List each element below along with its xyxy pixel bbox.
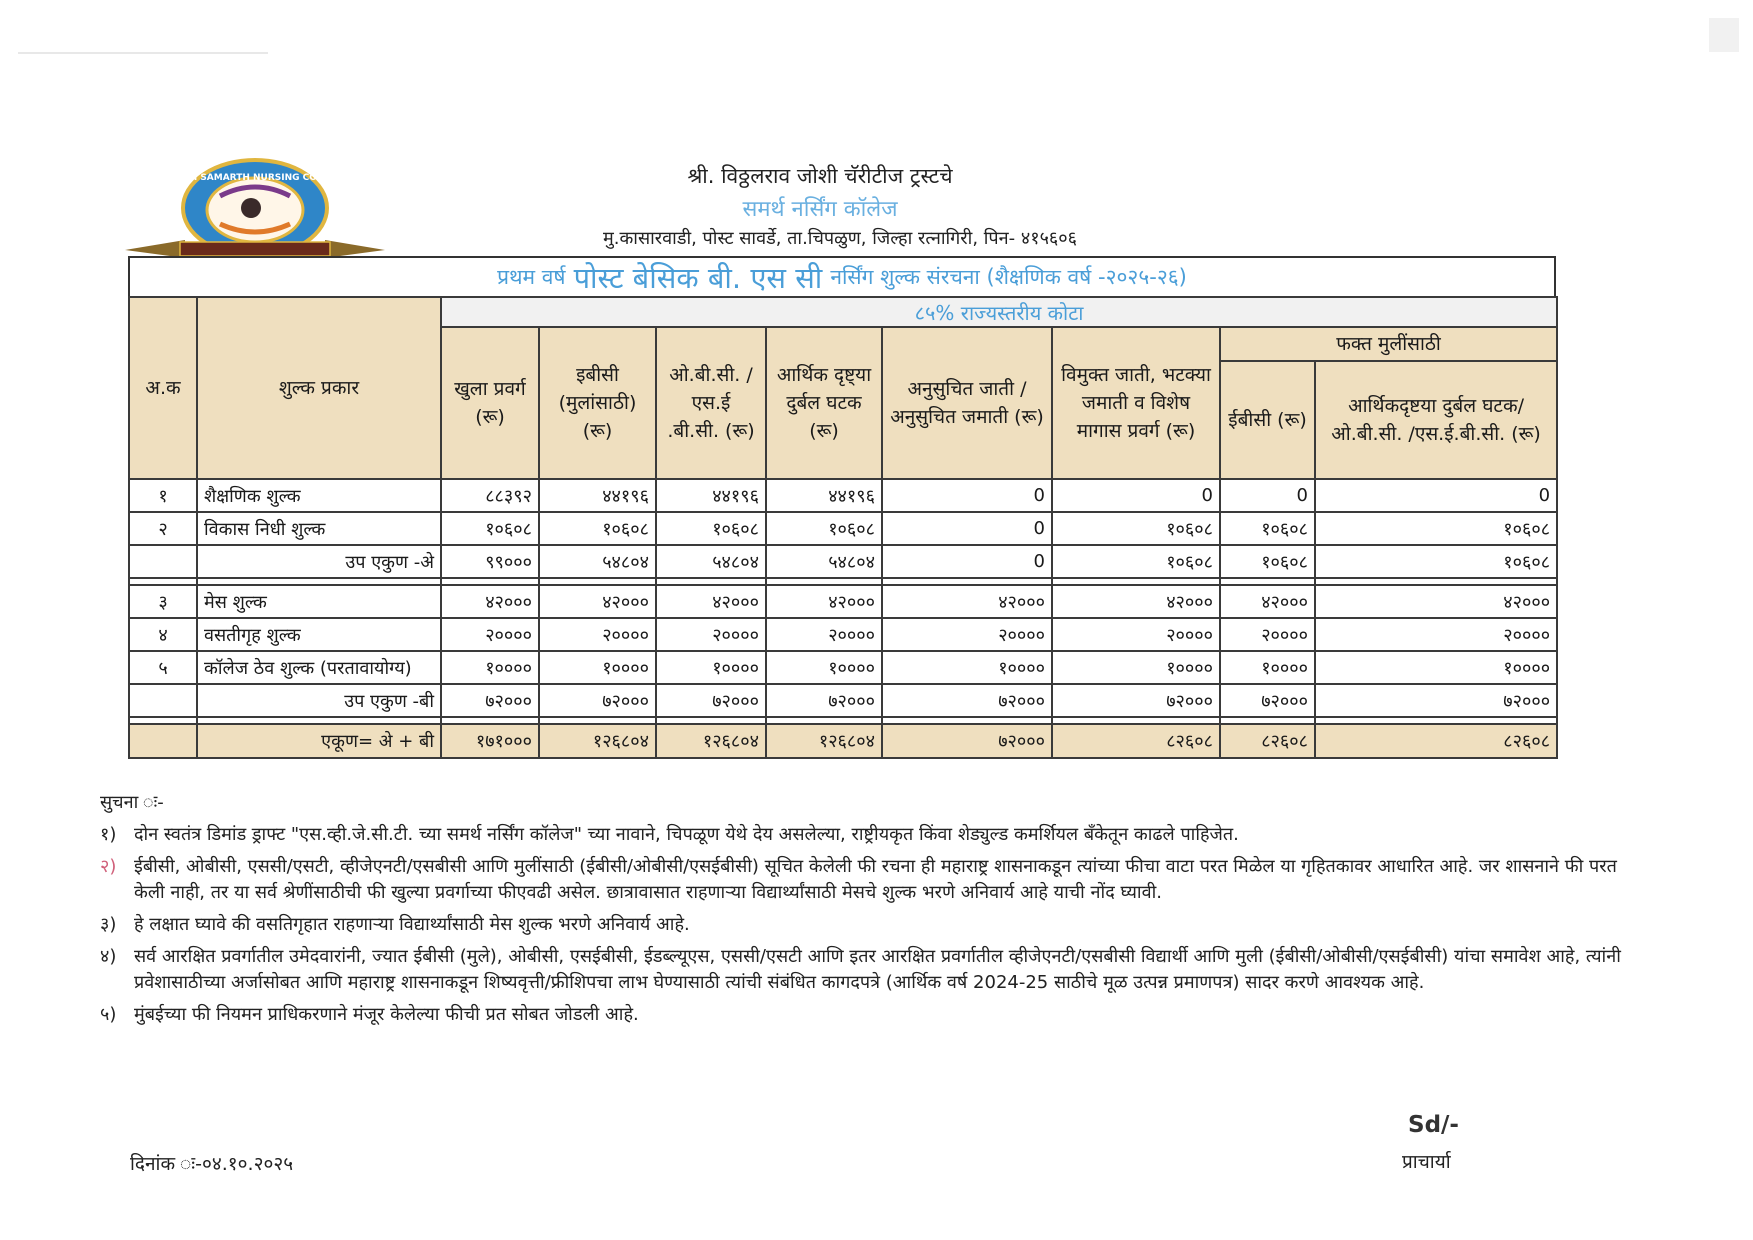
note-item <box>100 822 1630 848</box>
fee-amount-cell: १०६०८ <box>1315 545 1557 578</box>
separator-cell <box>766 717 882 724</box>
signature-mark: Sd/- <box>1408 1112 1459 1138</box>
note-item <box>100 944 1630 996</box>
subtotal-a-row <box>129 545 1557 578</box>
fee-amount-cell: ९९००० <box>441 545 539 578</box>
separator-cell <box>656 578 766 585</box>
fee-amount-cell: ४२००० <box>656 585 766 618</box>
fee-amount-cell: ५४८०४ <box>766 545 882 578</box>
fee-type-name: विकास निधी शुल्क <box>197 512 441 545</box>
separator-cell <box>1052 717 1220 724</box>
fee-amount-cell: २०००० <box>441 618 539 651</box>
fee-amount-cell: १०००० <box>1315 651 1557 684</box>
header-sc-st: अनुसुचित जाती / अनुसुचित जमाती (रू) <box>882 327 1052 479</box>
separator-cell <box>197 717 441 724</box>
fee-amount-cell: ४२००० <box>1220 585 1315 618</box>
college-address: मु.कासारवाडी, पोस्ट सावर्डे, ता.चिपळुण, जिल्हा रत्नागिरी, पिन- ४१५६०६ <box>602 228 1078 249</box>
separator-cell <box>539 578 656 585</box>
subtotal-label: उप एकुण -अे <box>197 545 441 578</box>
fee-amount-cell: ४२००० <box>882 585 1052 618</box>
empty-serial-cell <box>129 545 197 578</box>
fee-amount-cell: १०६०८ <box>441 512 539 545</box>
subtotal-b-row <box>129 684 1557 717</box>
separator-cell <box>656 717 766 724</box>
total-label: एकूण= अे + बी <box>197 724 441 758</box>
fee-amount-cell: ५४८०४ <box>656 545 766 578</box>
fee-amount-cell: 0 <box>1315 479 1557 512</box>
college-logo <box>125 158 385 268</box>
notes-heading: सुचना ः- <box>100 792 164 813</box>
fee-structure-table <box>128 296 1558 759</box>
fee-amount-cell: ८२६०८ <box>1315 724 1557 758</box>
fee-amount-cell: ४२००० <box>766 585 882 618</box>
separator-cell <box>129 717 197 724</box>
fee-amount-cell: ५४८०४ <box>539 545 656 578</box>
fee-amount-cell: १०००० <box>1052 651 1220 684</box>
serial-number: ५ <box>129 651 197 684</box>
fee-type-name: वसतीगृह शुल्क <box>197 618 441 651</box>
fee-amount-cell: १०६०८ <box>1220 512 1315 545</box>
header-obc-sebc: ओ.बी.सी. / एस.ई .बी.सी. (रू) <box>656 327 766 479</box>
scan-corner-mark <box>1709 18 1739 52</box>
note-item <box>100 854 1630 906</box>
separator-cell <box>1220 717 1315 724</box>
fee-amount-cell: १०००० <box>441 651 539 684</box>
header-ews: आर्थिक दृष्ट्या दुर्बल घटक (रू) <box>766 327 882 479</box>
notes-section <box>100 790 1630 1034</box>
note-item <box>100 1002 1630 1028</box>
serial-number: १ <box>129 479 197 512</box>
title-suffix: नर्सिंग शुल्क संरचना (शैक्षणिक वर्ष -२०२५-२६) <box>830 265 1187 289</box>
table-row <box>129 479 1557 512</box>
fee-amount-cell: १०६०८ <box>1220 545 1315 578</box>
fee-amount-cell: ४२००० <box>441 585 539 618</box>
separator-cell <box>441 717 539 724</box>
table-row <box>129 618 1557 651</box>
fee-amount-cell: ८२६०८ <box>1052 724 1220 758</box>
table-row <box>129 651 1557 684</box>
title-prefix: प्रथम वर्ष <box>497 265 566 289</box>
fee-amount-cell: ८८३९२ <box>441 479 539 512</box>
fee-amount-cell: २०००० <box>1220 618 1315 651</box>
signatory-designation: प्राचार्या <box>1402 1151 1451 1173</box>
fee-amount-cell: ७२००० <box>1315 684 1557 717</box>
fee-amount-cell: २०००० <box>766 618 882 651</box>
fee-amount-cell: ४४१९६ <box>766 479 882 512</box>
note-text: मुंबईच्या फी नियमन प्राधिकरणाने मंजूर केलेल्या फीची प्रत सोबत जोडली आहे. <box>134 1004 639 1025</box>
fee-amount-cell: १२६८०४ <box>539 724 656 758</box>
serial-number: ४ <box>129 618 197 651</box>
separator-cell <box>766 578 882 585</box>
section-separator <box>129 578 1557 585</box>
separator-cell <box>1315 578 1557 585</box>
serial-number: ३ <box>129 585 197 618</box>
fee-amount-cell: १०६०८ <box>656 512 766 545</box>
logo-text: SWAMI SAMARTH NURSING COLLEGE <box>161 173 349 183</box>
separator-cell <box>1052 578 1220 585</box>
header-sr-no: अ.क <box>129 297 197 479</box>
logo-figure-icon <box>241 198 261 218</box>
fee-type-name: कॉलेज ठेव शुल्क (परतावायोग्य) <box>197 651 441 684</box>
fee-amount-cell: २०००० <box>656 618 766 651</box>
fee-amount-cell: १०६०८ <box>1052 545 1220 578</box>
note-text: सर्व आरक्षित प्रवर्गातील उमेदवारांनी, ज्यात ईबीसी (मुले), ओबीसी, एसईबीसी, ईडब्ल्यूएस, एससी/एसटी आणि इतर आरक्षित प्रवर्गातील व्हीजेएनटी/एसबीसी विद्यार्थी आणि मुली (ईबीसी/ओबीसी/एसईबीसी) यांचा समावेश आहे, त्यांनी प्रवेशासाठीच्या अर्जासोबत आणि महाराष्ट्र शासनाकडून शिष्यवृत्ती/फ्रीशिपचा लाभ घेण्यासाठी त्यांची संबंधित कागदपत्रे (आर्थिक वर्ष 2024-25 साठीचे मूळ उत्पन्न प्रमाणपत्र) सादर करणे आवश्यक आहे. <box>134 946 1621 993</box>
header-girls-ews-obc-sebc: आर्थिकदृष्टया दुर्बल घटक/ओ.बी.सी. /एस.ई.बी.सी. (रू) <box>1315 361 1557 479</box>
fee-amount-cell: ७२००० <box>1052 684 1220 717</box>
table-title <box>128 256 1556 296</box>
fee-amount-cell: १०६०८ <box>766 512 882 545</box>
grand-total-row <box>129 724 1557 758</box>
fee-amount-cell: 0 <box>882 545 1052 578</box>
fee-amount-cell: २०००० <box>1052 618 1220 651</box>
fee-amount-cell: ७२००० <box>539 684 656 717</box>
note-item <box>100 912 1630 938</box>
notes-list <box>100 822 1630 1028</box>
fee-type-name: मेस शुल्क <box>197 585 441 618</box>
note-text: हे लक्षात घ्यावे की वसतिगृहात राहणाऱ्या विद्यार्थ्यांसाठी मेस शुल्क भरणे अनिवार्य आहे. <box>134 914 690 935</box>
note-number: ४) <box>100 946 117 967</box>
separator-cell <box>882 578 1052 585</box>
fee-amount-cell: ७२००० <box>882 724 1052 758</box>
fee-amount-cell: ७२००० <box>882 684 1052 717</box>
fee-amount-cell: 0 <box>1220 479 1315 512</box>
separator-cell <box>882 717 1052 724</box>
fee-amount-cell: ७२००० <box>766 684 882 717</box>
section-separator <box>129 717 1557 724</box>
fee-amount-cell: ७२००० <box>1220 684 1315 717</box>
trust-name: श्री. विठ्ठलराव जोशी चॅरीटीज ट्रस्टचे <box>687 164 953 188</box>
header-state-quota: ८५% राज्यस्तरीय कोटा <box>441 297 1557 327</box>
fee-amount-cell: १०००० <box>766 651 882 684</box>
fee-amount-cell: १२६८०४ <box>766 724 882 758</box>
scan-edge-mark <box>18 52 268 54</box>
fee-amount-cell: २०००० <box>882 618 1052 651</box>
empty-serial-cell <box>129 724 197 758</box>
document-date: दिनांक ः-०४.१०.२०२५ <box>130 1153 294 1175</box>
fee-amount-cell: १०००० <box>656 651 766 684</box>
note-number: १) <box>100 824 117 845</box>
title-course: पोस्ट बेसिक बी. एस सी <box>573 260 823 295</box>
header-open-category: खुला प्रवर्ग (रू) <box>441 327 539 479</box>
fee-amount-cell: ८२६०८ <box>1220 724 1315 758</box>
fee-type-name: शैक्षणिक शुल्क <box>197 479 441 512</box>
fee-amount-cell: १०६०८ <box>1315 512 1557 545</box>
fee-amount-cell: ४४१९६ <box>656 479 766 512</box>
note-number: ५) <box>100 1004 117 1025</box>
separator-cell <box>129 578 197 585</box>
header-vjnt-sbc: विमुक्त जाती, भटक्या जमाती व विशेष मागास प्रवर्ग (रू) <box>1052 327 1220 479</box>
table-body <box>129 479 1557 758</box>
header-fee-type: शुल्क प्रकार <box>197 297 441 479</box>
fee-amount-cell: १०६०८ <box>539 512 656 545</box>
fee-amount-cell: ७२००० <box>441 684 539 717</box>
fee-amount-cell: १०००० <box>539 651 656 684</box>
logo-banner <box>180 242 330 256</box>
fee-amount-cell: १७१००० <box>441 724 539 758</box>
fee-amount-cell: 0 <box>882 512 1052 545</box>
table-row <box>129 512 1557 545</box>
fee-amount-cell: 0 <box>882 479 1052 512</box>
fee-amount-cell: १०००० <box>1220 651 1315 684</box>
fee-amount-cell: ७२००० <box>656 684 766 717</box>
fee-amount-cell: २०००० <box>1315 618 1557 651</box>
note-number: ३) <box>100 914 117 935</box>
subtotal-label: उप एकुण -बी <box>197 684 441 717</box>
serial-number: २ <box>129 512 197 545</box>
fee-amount-cell: ४२००० <box>1315 585 1557 618</box>
header-ebc-boys: इबीसी (मुलांसाठी) (रू) <box>539 327 656 479</box>
fee-amount-cell: २०००० <box>539 618 656 651</box>
fee-amount-cell: 0 <box>1052 479 1220 512</box>
fee-structure-table-wrapper <box>128 256 1556 759</box>
fee-amount-cell: ४४१९६ <box>539 479 656 512</box>
separator-cell <box>1315 717 1557 724</box>
fee-amount-cell: १०६०८ <box>1052 512 1220 545</box>
table-row <box>129 585 1557 618</box>
empty-serial-cell <box>129 684 197 717</box>
separator-cell <box>197 578 441 585</box>
separator-cell <box>441 578 539 585</box>
college-name: समर्थ नर्सिंग कॉलेज <box>742 197 898 222</box>
note-text: दोन स्वतंत्र डिमांड ड्राफ्ट "एस.व्ही.जे.सी.टी. च्या समर्थ नर्सिंग कॉलेज" च्या नावाने, चिपळूण येथे देय असलेल्या, राष्ट्रीयकृत किंवा शेड्युल्ड कमर्शियल बॅंकेतून काढले पाहिजेत. <box>134 824 1239 845</box>
header-girls-only: फक्त मुलींसाठी <box>1220 327 1557 361</box>
note-number: २) <box>100 856 117 877</box>
separator-cell <box>1220 578 1315 585</box>
fee-amount-cell: १०००० <box>882 651 1052 684</box>
fee-amount-cell: १२६८०४ <box>656 724 766 758</box>
header-girls-ebc: ईबीसी (रू) <box>1220 361 1315 479</box>
fee-amount-cell: ४२००० <box>1052 585 1220 618</box>
note-text: ईबीसी, ओबीसी, एससी/एसटी, व्हीजेएनटी/एसबीसी आणि मुलींसाठी (ईबीसी/ओबीसी/एसईबीसी) सूचित केलेली फी रचना ही महाराष्ट्र शासनाकडून त्यांच्या फीचा वाटा परत मिळेल या गृहितकावर आधारित आहे. जर शासनाने फी परत केली नाही, तर या सर्व श्रेणींसाठीची फी खुल्या प्रवर्गाच्या फीएवढी असेल. छात्रावासात राहणाऱ्या विद्यार्थ्यांसाठी मेसचे शुल्क भरणे अनिवार्य आहे याची नोंद घ्यावी. <box>134 856 1617 903</box>
separator-cell <box>539 717 656 724</box>
fee-amount-cell: ४२००० <box>539 585 656 618</box>
